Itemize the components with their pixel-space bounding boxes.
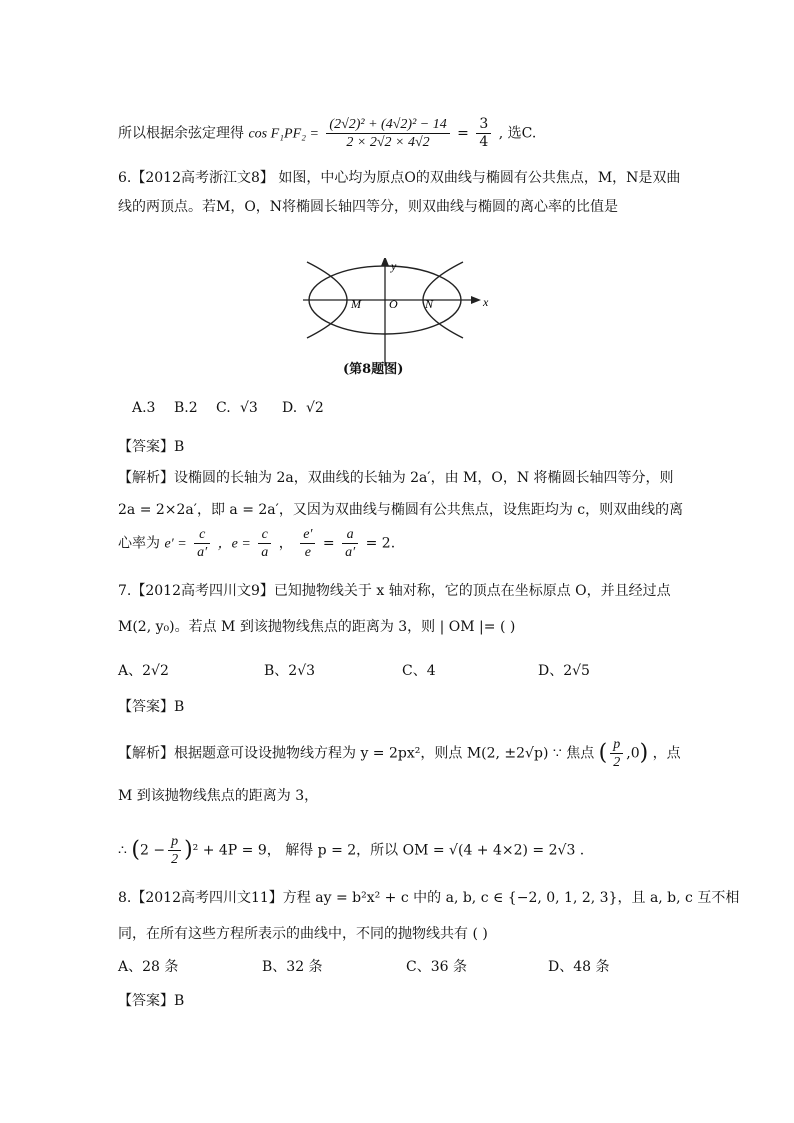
cosine-result-num: 3 <box>476 116 491 134</box>
q6-option-c-label: C. <box>216 400 231 416</box>
q7-inner: 2 − <box>139 842 166 859</box>
q6-ecc-prefix: 心率为 <box>118 535 160 552</box>
q7-option-d: D、2√5 <box>538 663 590 679</box>
label-m: M <box>351 297 361 311</box>
q6-ecc-end: = 2. <box>365 535 396 552</box>
cosine-prefix: 所以根据余弦定理得 <box>118 125 244 142</box>
q7-option-b: B、2√3 <box>264 663 316 679</box>
q6-analysis-line3 <box>118 526 395 561</box>
q6-ecc-eq: = <box>322 535 335 552</box>
cosine-expr: cos F₁PF₂ = <box>248 126 319 142</box>
q6-ecc-frac4-den: a′ <box>345 545 356 560</box>
q6-ecc-frac2 <box>258 526 271 561</box>
q7-therefore: ∴ <box>118 842 127 859</box>
cosine-numerator: (2√2)² + (4√2)² − 14 <box>326 116 449 134</box>
cosine-fraction <box>326 116 449 151</box>
y-axis-arrow <box>381 258 389 266</box>
q7-option-c: C、4 <box>402 663 436 679</box>
q6-text-line2: 线的两顶点。若M，O，N将椭圆长轴四等分，则双曲线与椭圆的离心率的比值是 <box>118 199 619 215</box>
q7-p-frac-den: 2 <box>171 852 179 867</box>
q7-focus-frac-num: p <box>610 736 623 754</box>
q7-open-paren: ( <box>131 837 140 863</box>
q6-analysis-line1: 【解析】设椭圆的长轴为 2a，双曲线的长轴为 2a′，由 M，O，N 将椭圆长轴四等分，则 <box>118 470 674 486</box>
q6-analysis-line2: 2a = 2×2a′，即 a = 2a′，又因为双曲线与椭圆有公共焦点，设焦距均为 c，则双曲线的离 <box>118 502 684 518</box>
q6-figure-caption: (第8题图) <box>343 362 404 377</box>
q7-focus-frac <box>610 736 623 771</box>
q6-option-a: A.3 <box>132 400 156 416</box>
x-axis-arrow <box>471 296 481 304</box>
q6-ecc-frac2-den: a <box>261 545 269 560</box>
q7-p-frac <box>168 833 181 868</box>
cosine-suffix: , 选C. <box>498 125 537 142</box>
q7-focus-close-paren: ) <box>639 740 649 766</box>
q7-analysis-line2: M 到该抛物线焦点的距离为 3， <box>118 788 319 804</box>
q7-focus-frac-den: 2 <box>613 755 621 770</box>
q6-ecc-e1: e′ = <box>164 536 187 552</box>
label-x: x <box>483 295 489 309</box>
q6-answer: 【答案】B <box>118 439 185 455</box>
q6-ecc-frac2-num: c <box>258 526 271 544</box>
label-n: N <box>425 297 434 311</box>
q7-analysis-line1 <box>118 736 681 771</box>
q6-ecc-frac3-num: e′ <box>300 526 315 544</box>
q6-ecc-frac4 <box>342 526 358 561</box>
q7-rest: ² + 4P = 9， 解得 p = 2，所以 OM = √(4 + 4×2) = 2√3 . <box>192 842 585 859</box>
q7-focus-end: ,0 <box>626 745 640 762</box>
q8-answer: 【答案】B <box>118 993 185 1009</box>
q6-ecc-frac1 <box>194 526 210 561</box>
q6-option-d-value: √2 <box>306 400 324 416</box>
cosine-result-den: 4 <box>479 134 489 150</box>
cosine-law-line <box>118 116 536 151</box>
q7-analysis-line3 <box>118 833 584 868</box>
q6-option-d-label: D. <box>282 400 298 416</box>
q8-text-line2: 同，在所有这些方程所表示的曲线中，不同的抛物线共有 ( ) <box>118 926 488 942</box>
q6-ecc-frac1-den: a′ <box>197 545 208 560</box>
q8-option-d: D、48 条 <box>548 959 610 975</box>
q8-option-c: C、36 条 <box>406 959 467 975</box>
q7-close-paren: ) <box>184 837 193 863</box>
label-y: y <box>391 259 397 273</box>
cosine-result-fraction <box>476 116 491 151</box>
cosine-eq: = <box>457 125 469 142</box>
label-o: O <box>389 297 398 311</box>
cosine-denominator: 2 × 2√2 × 4√2 <box>346 135 430 150</box>
q7-text-line1: 7.【2012高考四川文9】已知抛物线关于 x 轴对称，它的顶点在坐标原点 O，并且经过点 <box>118 583 671 599</box>
q6-ecc-frac3 <box>300 526 315 561</box>
q8-text-line1: 8.【2012高考四川文11】方程 ay = b²x² + c 中的 a, b, c ∈ {−2, 0, 1, 2, 3}，且 a, b, c 互不相 <box>118 890 740 906</box>
q6-ecc-frac3-den: e <box>304 545 311 560</box>
q7-answer: 【答案】B <box>118 699 185 715</box>
q7-text-line2: M(2, y₀)。若点 M 到该抛物线焦点的距离为 3，则 | OM |= ( ) <box>118 619 516 635</box>
q6-option-b: B.2 <box>174 400 198 416</box>
q6-ecc-frac4-num: a <box>342 526 358 544</box>
q8-option-a: A、28 条 <box>118 959 179 975</box>
q7-focus-open-paren: ( <box>598 740 608 766</box>
q8-option-b: B、32 条 <box>262 959 323 975</box>
q6-text-line1: 6.【2012高考浙江文8】 如图，中心均为原点O的双曲线与椭圆有公共焦点，M，N是双曲 <box>118 170 681 186</box>
q7-p-frac-num: p <box>168 833 181 851</box>
q6-ecc-e2: ，e = <box>217 536 251 552</box>
q6-ecc-sep: ， <box>278 535 293 552</box>
q7-analysis-prefix: 【解析】根据题意可设设抛物线方程为 y = 2px²，则点 M(2, ±2√p) ∵ 焦点 <box>118 745 595 762</box>
q7-analysis-suffix: ，点 <box>652 745 681 762</box>
q6-option-c-value: √3 <box>240 400 258 416</box>
q6-ecc-frac1-num: c <box>194 526 210 544</box>
q7-option-a: A、2√2 <box>118 663 169 679</box>
